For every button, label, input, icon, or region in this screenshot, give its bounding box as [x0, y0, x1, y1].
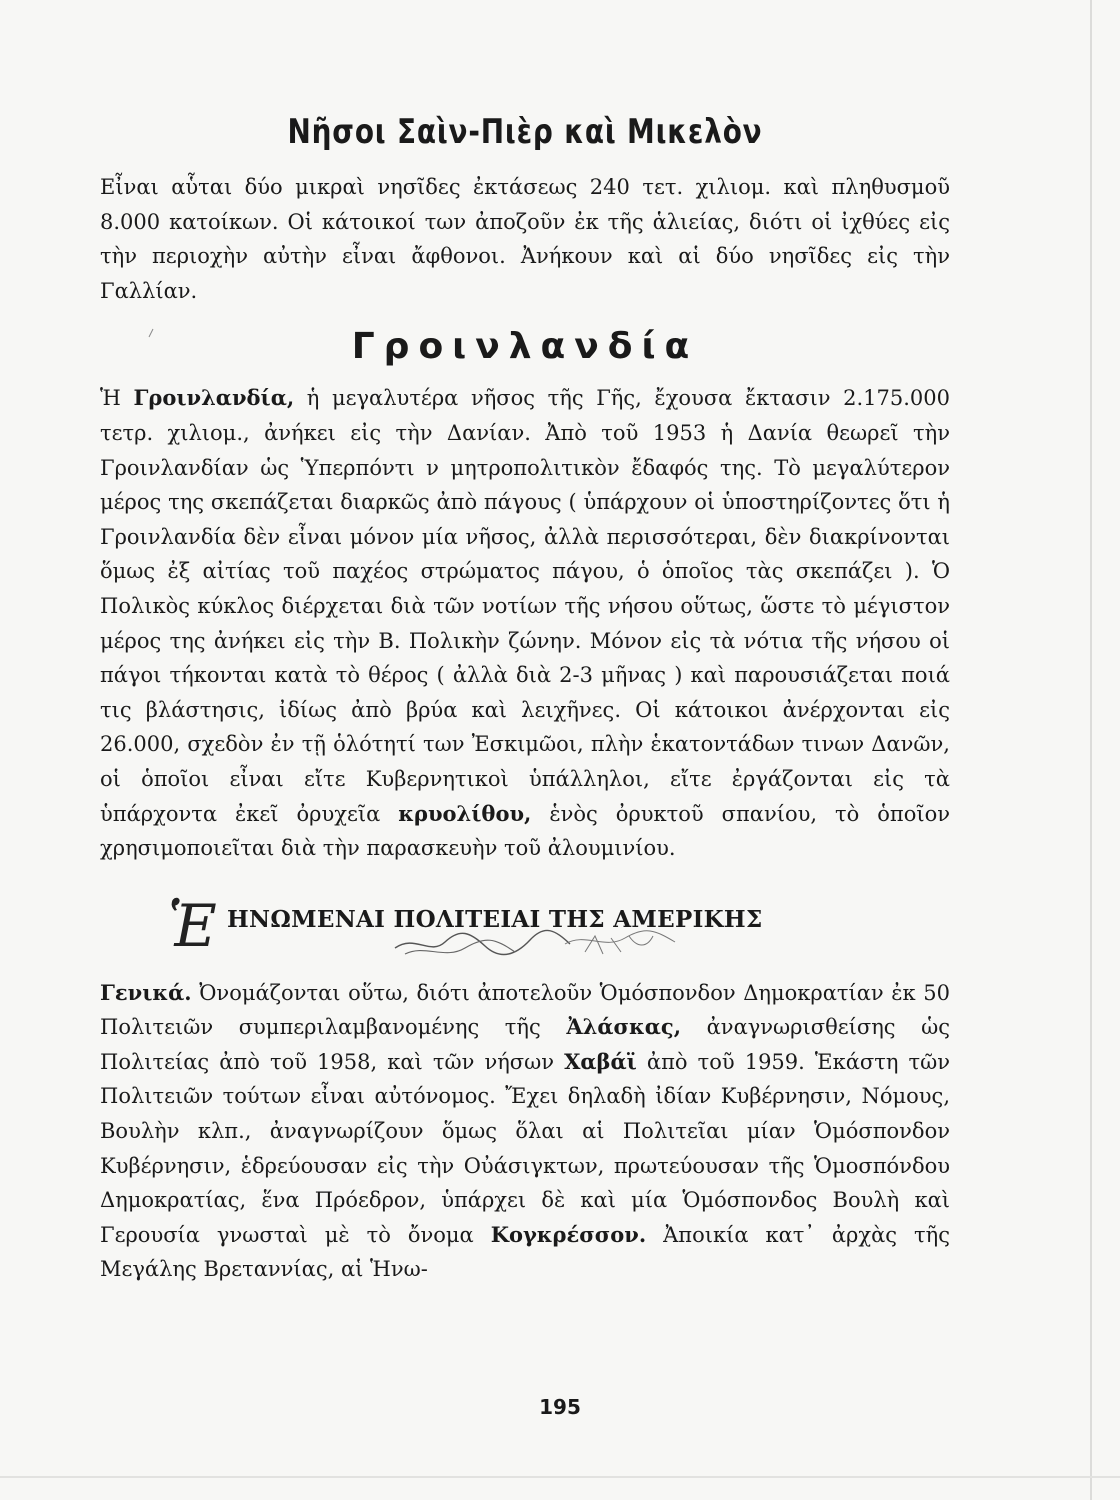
handwritten-initial: Ἑ: [168, 891, 217, 960]
bold-term: Ἀλάσκας,: [566, 1014, 682, 1040]
bold-term: Γροινλανδία,: [133, 385, 295, 411]
page-edge-bottom: [0, 1476, 1120, 1478]
page-number: 195: [539, 1395, 581, 1419]
paragraph-saint-pierre: Εἶναι αὗται δύο μικραὶ νησῖδες ἐκτάσεως 240 τετ. χιλιομ. καὶ πληθυσμοῦ 8.000 κατοίκων. Οἱ κάτοικοί των ἀποζοῦν ἐκ τῆς ἁλιείας, διότι οἱ ἰχθύες εἰς τὴν περιοχὴν αὐτὴν εἶναι ἄφθονοι. Ἀνήκουν καὶ αἱ δύο νησῖδες εἰς τὴν Γαλλίαν.: [100, 175, 950, 303]
text-run: Ὀνομάζονται οὕτω, διότι ἀποτελοῦν Ὁμόσπονδον Δημοκρατίαν ἐκ 50 Πολιτειῶν συμπεριλαμβανομένης τῆς: [100, 980, 950, 1040]
text-run: ἑνὸς ὀρυκτοῦ σπανίου, τὸ ὁποῖον χρησιμοποιεῖται διὰ τὴν παρασκευὴν τοῦ ἀλουμινίου.: [100, 801, 950, 861]
section-heading-usa: [100, 891, 950, 968]
text-run: ἡ μεγαλυτέρα νῆσος τῆς Γῆς, ἔχουσα ἔκτασιν 2.175.000 τετρ. χιλιομ., ἀνήκει εἰς τὴν Δανίαν. Ἀπὸ τοῦ 1953 ἡ Δανία θεωρεῖ τὴν Γροινλανδίαν ὡς Ὑπερπόντι ν μητροπολιτικὸν ἔδαφός της. Τὸ μεγαλύτερον μέρος της σκεπάζεται διαρκῶς ἀπὸ πάγους ( ὑπάρχουν οἱ ὑποστηρίζοντες ὅτι ἡ Γροινλανδία δὲν εἶναι μόνον μία νῆσος, ἀλλὰ περισσότεραι, δὲν διακρίνονται ὅμως ἐξ αἰτίας τοῦ παχέος στρώματος πάγου, ὁ ὁποῖος τὰς σκεπάζει ). Ὁ Πολικὸς κύκλος διέρχεται διὰ τῶν νοτίων τῆς νήσου οὕτως, ὥστε τὸ μέγιστον μέρος της ἀνήκει εἰς τὴν Β. Πολικὴν ζώνην. Μόνον εἰς τὰ νότια τῆς νήσου οἱ πάγοι τήκονται κατὰ τὸ θέρος ( ἀλλὰ διὰ 2-3 μῆνας ) καὶ παρουσιάζεται ποιά τις βλάστησις, ἰδίως ἀπὸ βρύα καὶ λειχῆνες. Οἱ κάτοικοι ἀνέρχονται εἰς 26.000, σχεδὸν ἐν τῇ ὁλότητί των Ἐσκιμῶοι, πλὴν ἑκατοντάδων τινων Δανῶν, οἱ ὁποῖοι εἶναι εἴτε Κυβερνητικοὶ ὑπάλληλοι, εἴτε ἐργάζονται εἰς τὰ ὑπάρχοντα ἐκεῖ ὀρυχεῖα: [100, 386, 950, 826]
bold-term: Χαβάϊ: [564, 1048, 637, 1074]
pencil-mark: [148, 328, 154, 338]
text-run: ἀναγνωρισθείσης ὡς Πολιτείας ἀπὸ τοῦ 1958, καὶ τῶν νήσων: [100, 1015, 951, 1074]
heading-usa: ΗΝΩΜΕΝΑΙ ΠΟΛΙΤΕΙΑΙ ΤΗΣ ΑΜΕΡΙΚΗΣ: [227, 905, 763, 933]
bold-term: κρυολίθου,: [398, 800, 532, 826]
text-run: Ἡ: [100, 386, 134, 411]
page-content: [100, 100, 950, 1287]
bold-term: Κογκρέσσον.: [490, 1221, 647, 1247]
page-edge-right: [1090, 0, 1092, 1500]
paragraph-usa-general: [100, 976, 950, 1287]
section-title-greenland: Γροινλανδία: [351, 326, 699, 368]
bold-term: Γενικά.: [100, 979, 192, 1005]
section-title-saint-pierre: Νῆσοι Σαὶν-Πιὲρ καὶ Μικελὸν: [287, 112, 763, 152]
paragraph-greenland: [100, 381, 950, 865]
text-run: ἀπὸ τοῦ 1959. Ἑκάστη τῶν Πολιτειῶν τούτων εἶναι αὐτόνομος. Ἔχει δηλαδὴ ἰδίαν Κυβέρνησιν, Νόμους, Βουλὴν κλπ., ἀναγνωρίζουν ὅμως ὅλαι αἱ Πολιτεῖαι μίαν Ὁμόσπονδον Κυβέρνησιν, ἑδρεύουσαν εἰς τὴν Οὐάσιγκτων, πρωτεύουσαν τῆς Ὁμοσπόνδου Δημοκρατίας, ἕνα Πρόεδρον, ὑπάρχει δὲ καὶ μία Ὁμόσπονδος Βουλὴ καὶ Γερουσία γνωσταὶ μὲ τὸ ὄνομα: [100, 1049, 950, 1247]
text-run: Ἀποικία κατ᾽ ἀρχὰς τῆς Μεγάλης Βρεταννίας, αἱ Ἡνω-: [100, 1222, 950, 1282]
handwritten-scribble: [385, 926, 685, 966]
